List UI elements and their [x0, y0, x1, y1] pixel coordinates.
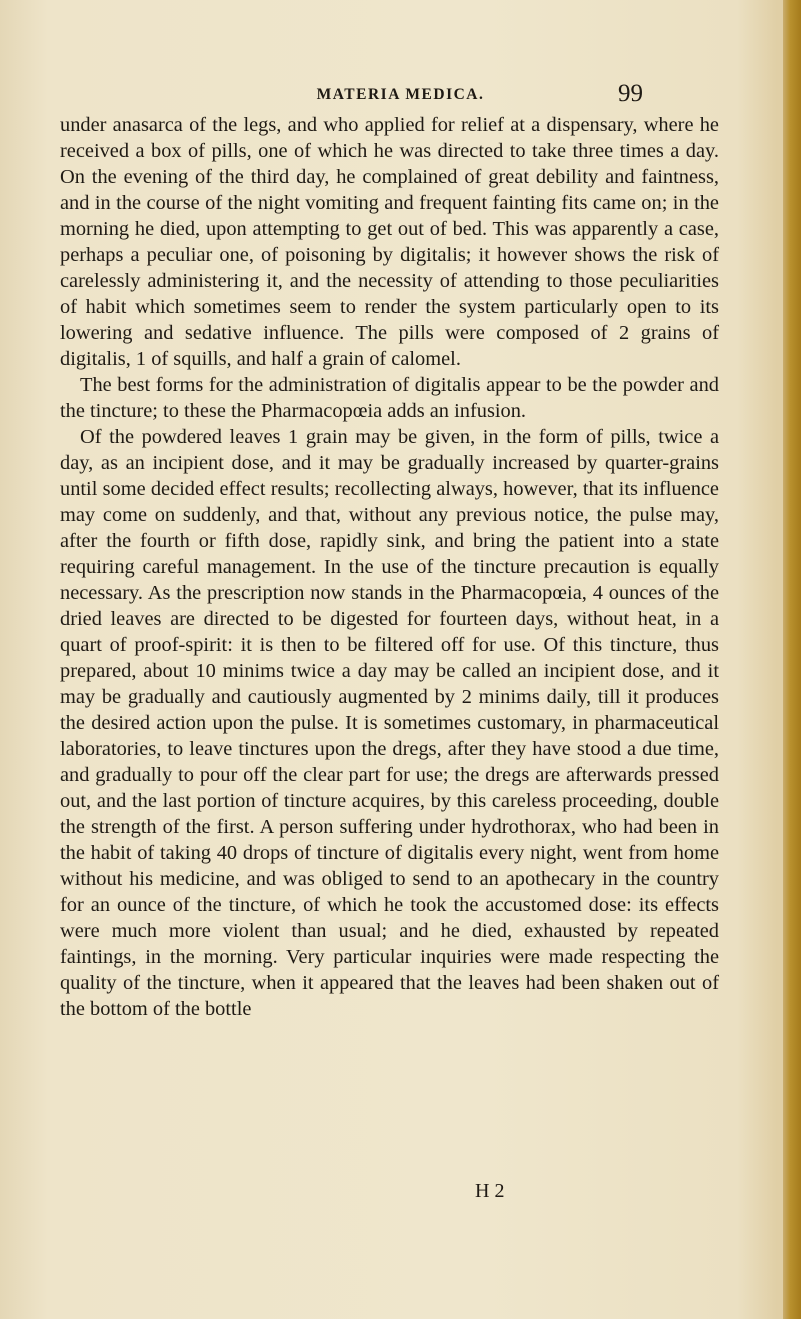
paragraph-2: The best forms for the administration of digitalis appear to be the powder and the tincture; to these the Pharmacopœia adds an infusion. — [60, 374, 719, 422]
page-header — [0, 80, 801, 110]
body-text — [60, 112, 719, 1022]
page-number: 99 — [618, 80, 643, 107]
paragraph-3: Of the powdered leaves 1 grain may be given, in the form of pills, twice a day, as an incipient dose, and it may be gradually increased by quarter-grains until some decided effect results; recollecting always, however, that its influence may come on suddenly, and that, without any previous notice, the pulse may, after the fourth or fifth dose, rapidly sink, and bring the patient into a state requiring careful management. In the use of the tincture precaution is equally necessary. As the prescription now stands in the Pharmacopœia, 4 ounces of the dried leaves are directed to be digested for fourteen days, without heat, in a quart of proof-spirit: it is then to be filtered off for use. Of this tincture, thus prepared, about 10 minims twice a day may be called an incipient dose, and it may be gradually and cautiously augmented by 2 minims daily, till it produces the desired action upon the pulse. It is sometimes customary, in pharmaceutical laboratories, to leave tinctures upon the dregs, after they have stood a due time, and gradually to pour off the clear part for use; the dregs are afterwards pressed out, and the last portion of tincture acquires, by this careless proceeding, double the strength of the first. A person suffering under hydrothorax, who had been in the habit of taking 40 drops of tincture of digitalis every night, went from home without his medicine, and was obliged to send to an apothecary in the country for an ounce of the tincture, of which he took the accustomed dose: its effects were much more violent than usual; and he died, exhausted by repeated faintings, in the morning. Very particular inquiries were made respecting the quality of the tincture, when it appeared that the leaves had been shaken out of the bottom of the bottle — [60, 426, 719, 1020]
page-edge — [783, 0, 801, 1319]
running-title: MATERIA MEDICA. — [316, 86, 485, 103]
paragraph-1: under anasarca of the legs, and who applied for relief at a dispensary, where he received a box of pills, one of which he was directed to take three times a day. On the evening of the third day, he complained of great debility and faintness, and in the course of the night vomiting and frequent fainting fits came on; in the morning he died, upon attempting to get out of bed. This was apparently a case, perhaps a peculiar one, of poisoning by digitalis; it however shows the risk of carelessly administering it, and the necessity of attending to those peculiarities of habit which sometimes seem to render the system particularly open to its lowering and sedative influence. The pills were composed of 2 grains of digitalis, 1 of squills, and half a grain of calomel. — [60, 114, 719, 370]
signature-mark: H 2 — [475, 1180, 505, 1202]
